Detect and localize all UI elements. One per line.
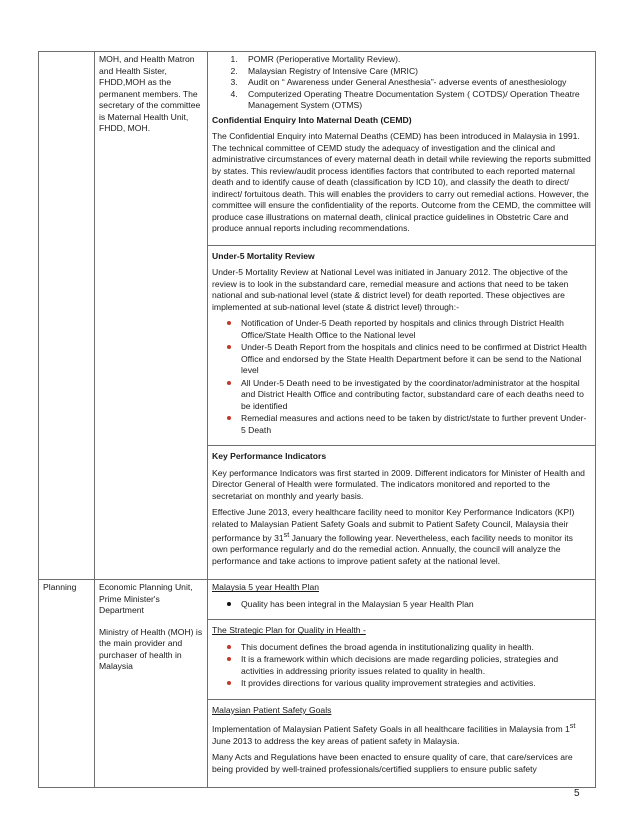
agency-cell [95, 580, 208, 788]
under5-heading: Under-5 Mortality Review [212, 250, 315, 261]
kpi-paragraph-1: Key performance Indicators was first started in 2009. Different indicators for Minister of Health and Director General of Health were formulated. The indicators monitored and reported to the secretariat on monthly and yearly basis. [212, 467, 585, 501]
area-cell [39, 580, 95, 788]
bullet-icon [227, 657, 231, 661]
strategic-plan-heading: The Strategic Plan for Quality in Health - [212, 625, 366, 636]
list-item: Under-5 Death Report from the hospitals and clinics need to be confirmed at District Health Office and endorsed by the State Health Department before it can be send to the National level [227, 342, 591, 377]
mortality-reviews-block [208, 54, 595, 246]
bullet-icon [227, 645, 231, 649]
area-cell [39, 52, 95, 580]
bullet-icon [227, 681, 231, 685]
kpi-block [208, 451, 595, 577]
list-item: Quality has been integral in the Malaysian 5 year Health Plan [227, 599, 591, 611]
list-item: 4. Computerized Operating Theatre Documentation System ( COTDS)/ Operation Theatre Management System (OTMS) [240, 89, 591, 112]
strategic-plan-block [208, 625, 595, 700]
list-item: Notification of Under-5 Death reported by hospitals and clinics through District Health Office/State Health Office to the National level [227, 318, 591, 341]
health-plan-heading: Malaysia 5 year Health Plan [212, 582, 319, 593]
agency-cell [95, 52, 208, 580]
cemd-paragraph: The Confidential Enquiry into Maternal Deaths (CEMD) has been introduced in Malaysia in 1991. The technical committee of CEMD study the adequacy of investigation and the clinical and administrative circumstances of every maternal death in detail while reviewing the reports submitted by states. This review/audit process identifies factors that contributed to each reported maternal death and to identify cause of death (classification by ICD 10), and classify the death to direct/ indirect/ fortuitous death. This will enables the providers to carry out remedial actions. However, the committee will ensure the confidentiality of the reports. Outcome from the CEMD, the committee will produce case illustrations on maternal death, clinical practice guidelines in Obstetric Care and produce annual reports including recommendations. [212, 131, 591, 233]
list-item: 2. Malaysian Registry of Intensive Care (MRIC) [240, 66, 591, 78]
list-item: This document defines the broad agenda in institutionalizing quality in health. [227, 642, 591, 654]
strategic-plan-bullets [212, 642, 591, 690]
bullet-icon [227, 321, 231, 325]
epu-text: Economic Planning Unit, Prime Minister's Department [99, 582, 193, 616]
acts-paragraph: Many Acts and Regulations have been enacted to ensure quality of care, that care/services are being provided by well-trained professionals/certified suppliers to ensure public safety [212, 752, 573, 774]
patient-safety-block [208, 705, 595, 785]
table-row [39, 52, 596, 580]
list-item: It is a framework within which decisions are made regarding policies, strategies and activities in addressing priority issues related to quality in health. [227, 654, 591, 677]
list-item: 3. Audit on “ Awareness under General Anesthesia”- adverse events of anesthesiology [240, 77, 591, 89]
quality-table [38, 51, 596, 788]
activities-cell [208, 580, 596, 788]
cemd-heading: Confidential Enquiry Into Maternal Death (CEMD) [212, 114, 412, 125]
bullet-icon [227, 602, 231, 606]
under5-bullets [212, 318, 591, 436]
health-plan-bullets [212, 599, 591, 611]
moh-text: Ministry of Health (MOH) is the main provider and purchaser of health in Malaysia [99, 626, 203, 672]
bullet-icon [227, 416, 231, 420]
list-item: Remedial measures and actions need to be taken by district/state to further prevent Under-5 Death [227, 413, 591, 436]
kpi-heading: Key Performance Indicators [212, 451, 327, 461]
bullet-icon [227, 345, 231, 349]
kpi-paragraph-2: Effective June 2013, every healthcare facility need to monitor Key Performance Indicators (KPI) related to Malaysian Patient Safety Goals and submit to Patient Safety Council, Malaysia their performance by 31st January the following year. Nevertheless, each facility needs to monitor its own performance regularly and do the remedial action. Annually, the council will analyze the performance and take actions to improve patient safety at the national level. [212, 507, 575, 566]
planning-label: Planning [43, 582, 77, 593]
patient-safety-heading: Malaysian Patient Safety Goals [212, 704, 332, 715]
list-item: 1. POMR (Perioperative Mortality Review). [240, 54, 591, 66]
table-row [39, 580, 596, 788]
under5-block [208, 251, 595, 447]
list-item: All Under-5 Death need to be investigated by the coordinator/administrator at the hospital and District Health Office and contributing factor, substandard care of each deaths need to be identified [227, 378, 591, 413]
committee-members-text: MOH, and Health Matron and Health Sister, FHDD,MOH as the permanent members. The secretary of the committee is Maternal Health Unit, FHDD, MOH. [99, 54, 201, 133]
page-number: 5 [574, 788, 580, 799]
health-plan-block [208, 582, 595, 620]
audit-list [212, 54, 591, 112]
list-item: It provides directions for various quality improvement strategies and activities. [227, 678, 591, 690]
bullet-icon [227, 381, 231, 385]
under5-paragraph: Under-5 Mortality Review at National Level was initiated in January 2012. The objective of the review is to look in the substandard care, remedial measure and actions that need to be taken national and sub-national level (state & district level) for death reported. These objectives are implemented at sub-national level (state & district level) through:- [212, 267, 569, 312]
activities-cell [208, 52, 596, 580]
patient-safety-paragraph: Implementation of Malaysian Patient Safety Goals in all healthcare facilities in Malaysia from 1st June 2013 to address the key areas of patient safety in Malaysia. [212, 722, 576, 746]
